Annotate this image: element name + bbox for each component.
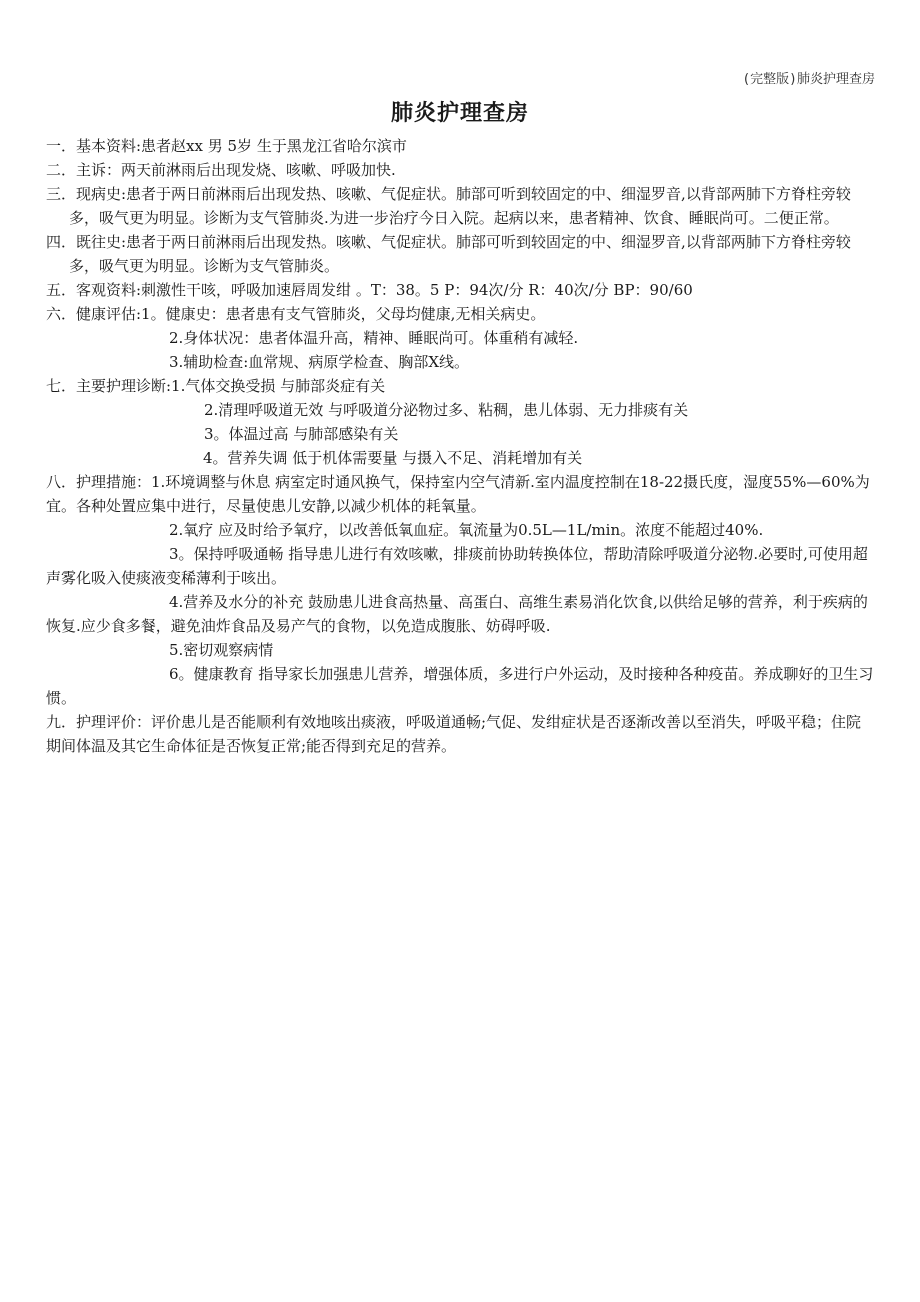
assessment-item-3: 3.辅助检查:血常规、病原学检查、胸部X线。 [169,353,470,371]
measure-item-4: 4.营养及水分的补充 鼓励患儿进食高热量、高蛋白、高维生素易消化饮食,以供给足够的营养，利于疾病的恢复.应少食多餐，避免油炸食品及易产气的食物，以免造成腹胀、妨碍呼吸. [46,593,868,635]
section-nursing-evaluation: 九．护理评价：评价患儿是否能顺利有效地咳出痰液，呼吸道通畅;气促、发绀症状是否逐渐改善以至消失，呼吸平稳；住院期间体温及其它生命体征是否恢复正常;能否得到充足的营养。 [46,713,862,755]
section-present-illness: 三．现病史:患者于两日前淋雨后出现发热、咳嗽、气促症状。肺部可听到较固定的中、细湿罗音,以背部两肺下方脊柱旁较多，吸气更为明显。诊断为支气管肺炎.为进一步治疗今日入院。起病以来，患者精神、饮食、睡眠尚可。二便正常。 [46,185,851,227]
section-chief-complaint: 二．主诉：两天前淋雨后出现发烧、咳嗽、呼吸加快. [46,161,396,179]
assessment-item-2: 2.身体状况：患者体温升高，精神、睡眠尚可。体重稍有减轻. [169,329,579,347]
section-objective-data: 五．客观资料:刺激性干咳，呼吸加速唇周发绀 。T：38。5 P：94次/分 R：40次/分 BP：90/60 [46,281,693,299]
section-health-assessment: 六．健康评估:1。健康史：患者患有支气管肺炎，父母均健康,无相关病史。 [46,305,546,323]
measure-item-3: 3。保持呼吸通畅 指导患儿进行有效咳嗽，排痰前协助转换体位，帮助清除呼吸道分泌物.必要时,可使用超声雾化吸入使痰液变稀薄利于咳出。 [46,545,868,587]
section-nursing-measures: 八．护理措施：1.环境调整与休息 病室定时通风换气，保持室内空气清新.室内温度控制在18-22摄氏度，湿度55%—60%为宜。各种处置应集中进行，尽量使患儿安静,以减少机体的耗氧量。 [46,473,870,515]
diagnosis-item-2: 2.清理呼吸道无效 与呼吸道分泌物过多、粘稠，患儿体弱、无力排痰有关 [204,401,689,419]
diagnosis-item-3: 3。体温过高 与肺部感染有关 [204,425,399,443]
document-body [46,134,876,758]
section-basic-info: 一．基本资料:患者赵xx 男 5岁 生于黑龙江省哈尔滨市 [46,137,407,155]
measure-item-2: 2.氧疗 应及时给予氧疗，以改善低氧血症。氧流量为0.5L—1L/min。浓度不能超过40%. [169,521,764,539]
measure-item-5: 5.密切观察病情 [169,641,274,659]
section-nursing-diagnosis: 七．主要护理诊断:1.气体交换受损 与肺部炎症有关 [46,377,386,395]
measure-item-6: 6。健康教育 指导家长加强患儿营养，增强体质，多进行户外运动，及时接种各种疫苗。养成聊好的卫生习惯。 [46,665,874,707]
diagnosis-item-4: 4。营养失调 低于机体需要量 与摄入不足、消耗增加有关 [203,449,583,467]
section-past-history: 四．既往史:患者于两日前淋雨后出现发热。咳嗽、气促症状。肺部可听到较固定的中、细湿罗音,以背部两肺下方脊柱旁较多，吸气更为明显。诊断为支气管肺炎。 [46,233,851,275]
running-header: (完整版)肺炎护理查房 [742,72,875,87]
page-title: 肺炎护理查房 [390,101,529,126]
